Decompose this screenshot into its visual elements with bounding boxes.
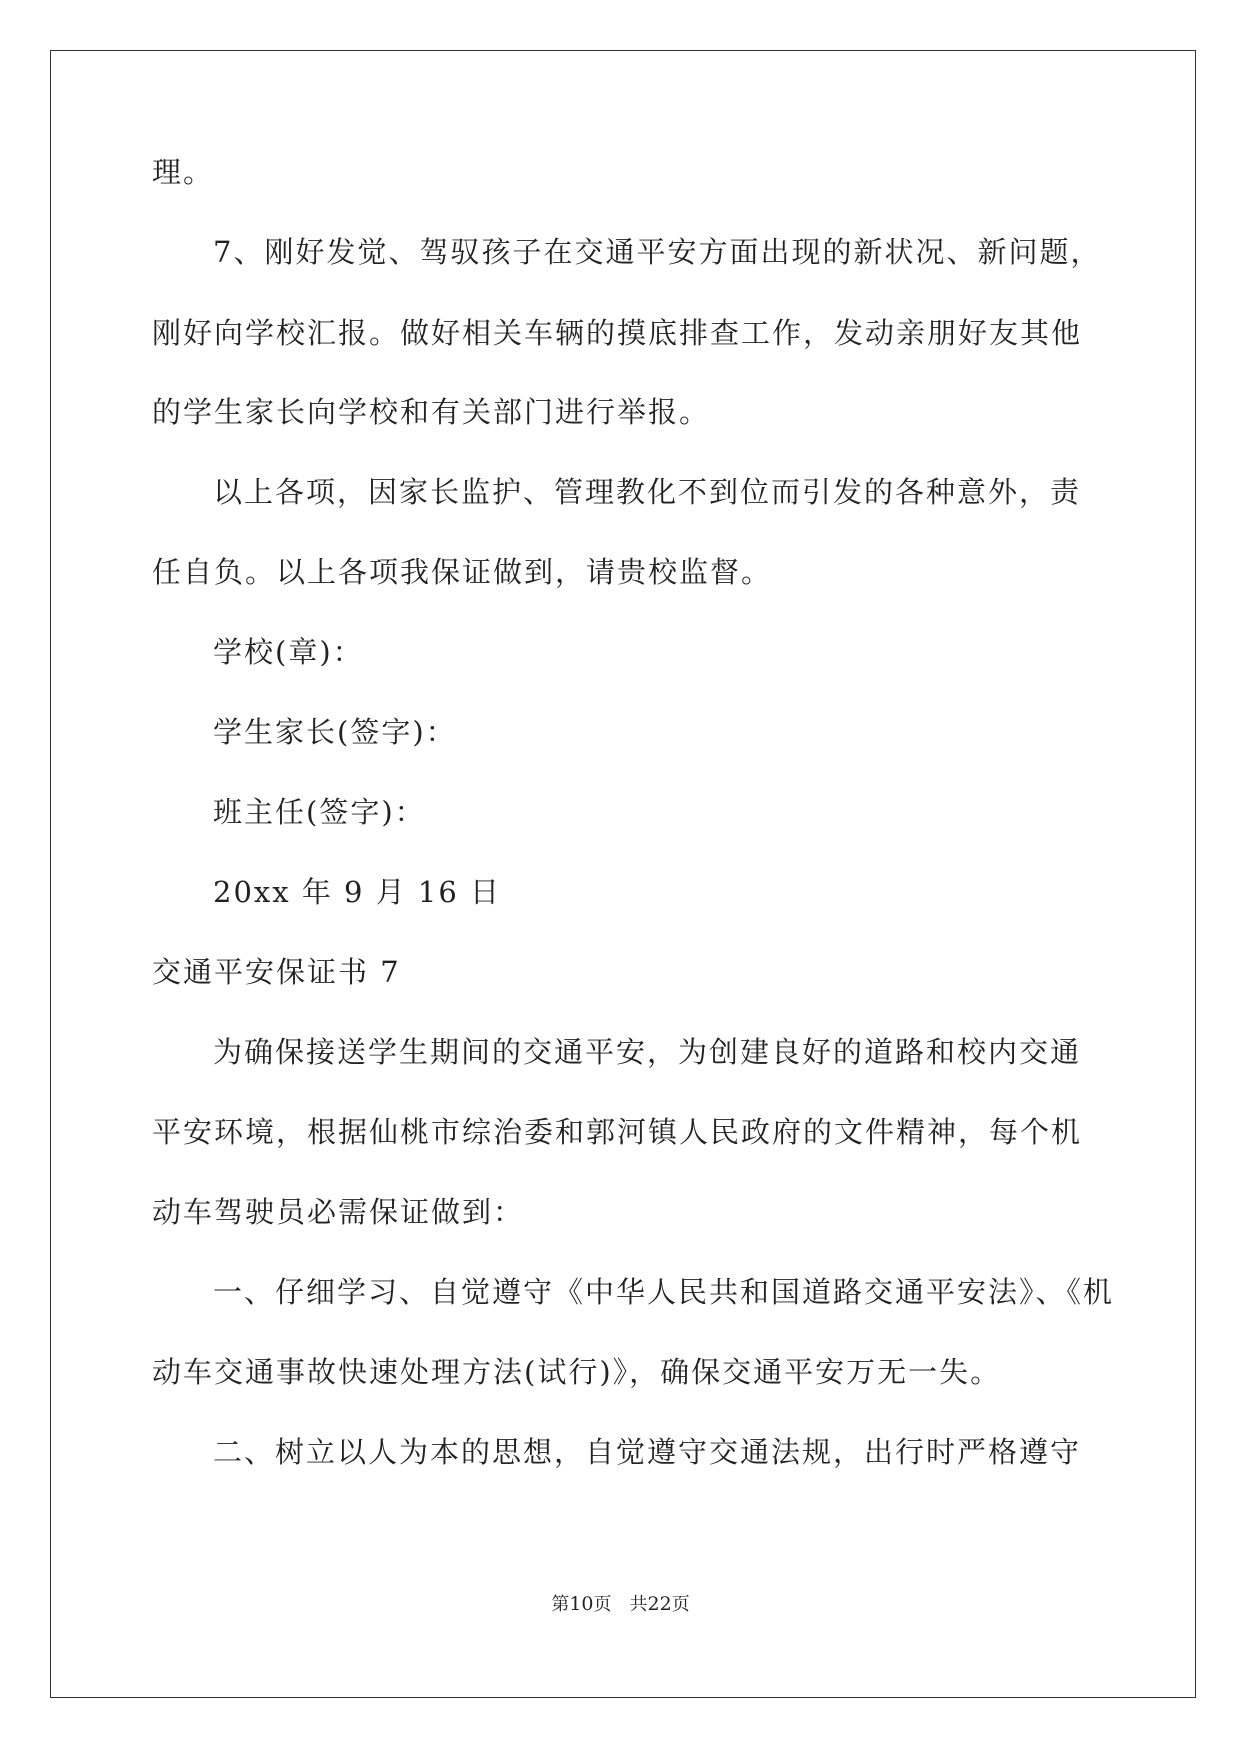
current-page-number: 10	[569, 1593, 594, 1615]
text-line: 动车驾驶员必需保证做到：	[152, 1195, 525, 1229]
school-seal-line: 学校(章)：	[213, 635, 364, 669]
text-line: 平安环境，根据仙桃市综治委和郭河镇人民政府的文件精神，每个机	[152, 1115, 1083, 1149]
parent-signature-line: 学生家长(签字)：	[213, 715, 457, 749]
footer-total-suffix: 页	[671, 1594, 690, 1615]
section-heading: 交通平安保证书 7	[152, 955, 401, 989]
paragraph-first-line: 一、仔细学习、自觉遵守《中华人民共和国道路交通平安法》、《机	[213, 1275, 1115, 1309]
text-line: 理。	[152, 155, 215, 189]
footer-page-word: 页	[593, 1594, 612, 1615]
paragraph-first-line: 以上各项，因家长监护、管理教化不到位而引发的各种意外，责	[213, 475, 1082, 509]
page-footer	[0, 1592, 1241, 1617]
text-line: 动车交通事故快速处理方法(试行)》，确保交通平安万无一失。	[152, 1355, 1002, 1389]
date-line: 20xx 年 9 月 16 日	[213, 875, 502, 909]
paragraph-first-line: 7、刚好发觉、驾驭孩子在交通平安方面出现的新状况、新问题，	[213, 235, 1102, 269]
teacher-signature-line: 班主任(签字)：	[213, 795, 426, 829]
footer-total-prefix: 共	[629, 1594, 648, 1615]
text-line: 的学生家长向学校和有关部门进行举报。	[152, 395, 711, 429]
footer-prefix: 第	[551, 1594, 570, 1615]
text-line: 刚好向学校汇报。做好相关车辆的摸底排查工作，发动亲朋好友其他	[152, 316, 1083, 350]
paragraph-first-line: 为确保接送学生期间的交通平安，为创建良好的道路和校内交通	[213, 1035, 1082, 1069]
total-pages-number: 22	[647, 1593, 672, 1615]
text-line: 任自负。以上各项我保证做到，请贵校监督。	[152, 555, 773, 589]
paragraph-first-line: 二、树立以人为本的思想，自觉遵守交通法规，出行时严格遵守	[213, 1435, 1082, 1469]
